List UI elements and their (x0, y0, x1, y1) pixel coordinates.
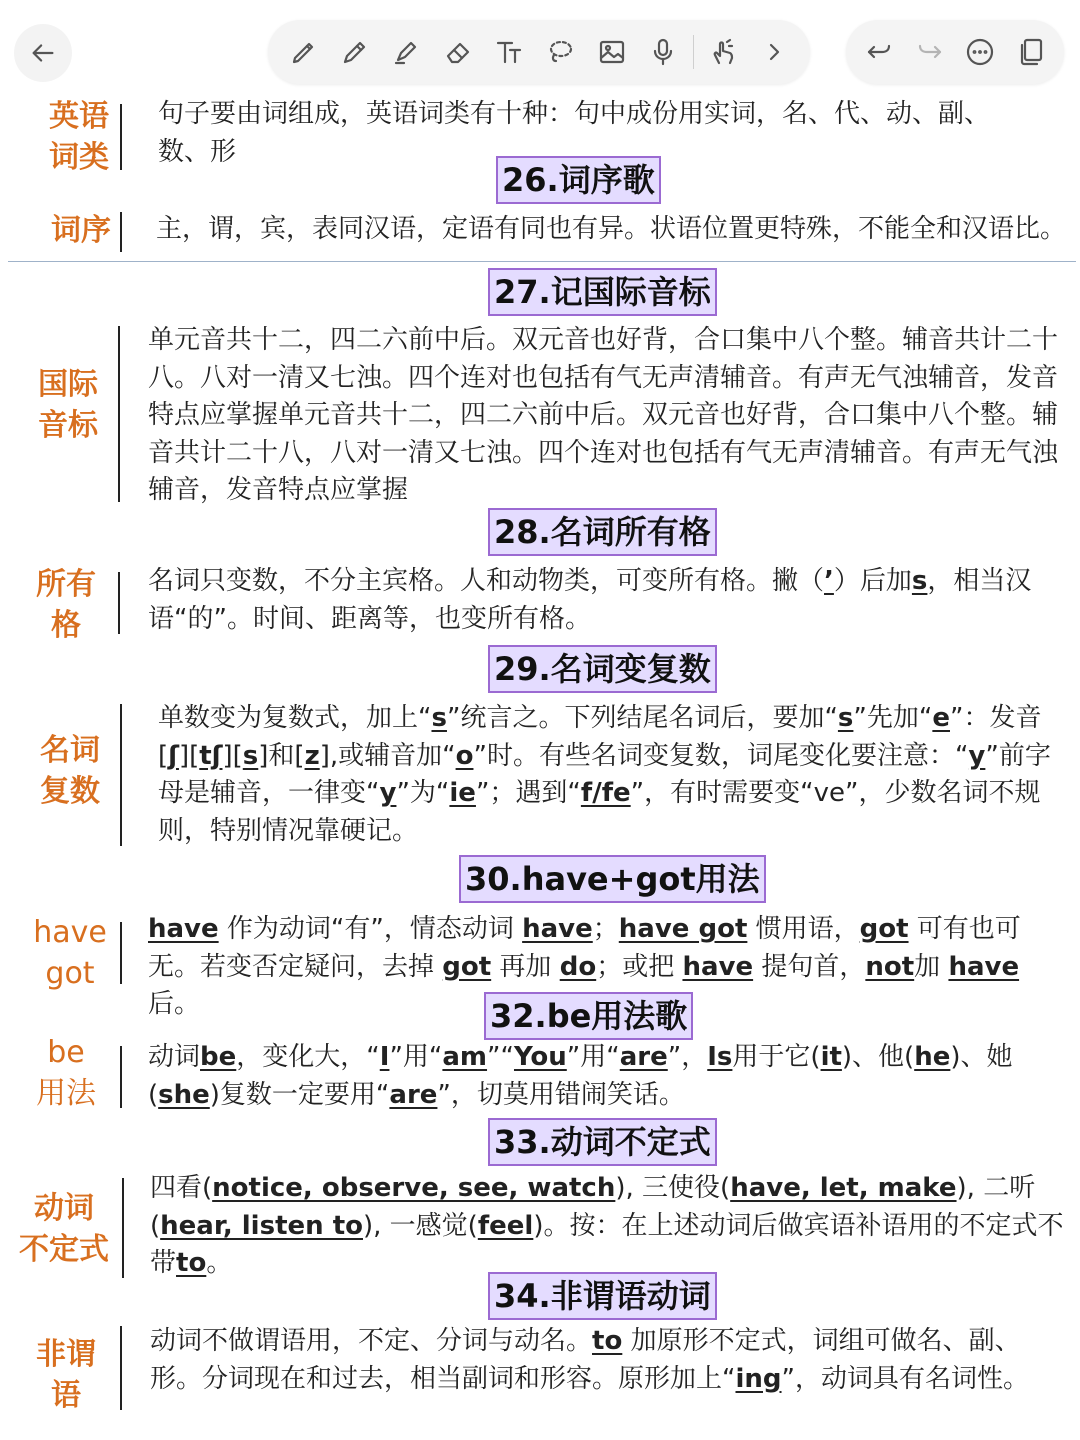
section-label-have-got: have got (33, 915, 107, 991)
body-text: )。按：在上述动词后做宾语补语用的不定式不带 (150, 1210, 1064, 1279)
text-icon[interactable] (487, 30, 531, 74)
underlined-term: tʃ (199, 740, 223, 771)
underlined-term: do (559, 951, 597, 982)
underlined-term: ie (449, 778, 476, 809)
body-text: ”为“ (396, 778, 450, 809)
underlined-term: f/fe (580, 778, 631, 809)
section-body-phonetics: 单元音共十二，四二六前中后。双元音也好背，合口集中八个整。辅音共计二十八。八对一清又七浊。四个连对也包括有气无声清辅音。有声无气浊辅音，发音特点应掌握单元音共十二，四二六前中后。双元音也好背，合口集中八个整。辅音共计二十八，八对一清又七浊。四个连对也包括有气无声清辅音。有声无气浊辅音，发音特点应掌握 (148, 325, 1059, 506)
body-text: ”，少数名词不规则，特别情况靠硬记。 (158, 778, 1041, 846)
body-text: 单数变为复数式，加上“ (158, 703, 432, 733)
section-title-word-order: 26.词序歌 (496, 156, 661, 204)
body-text: ”，切莫用错闹笑话。 (437, 1079, 685, 1110)
underlined-term: she (158, 1079, 210, 1110)
hand-touch-icon[interactable] (701, 30, 745, 74)
section-body-infinitive (150, 1170, 1066, 1283)
body-text: ”先加“ (853, 703, 933, 733)
section-body-word-order: 主，谓，宾，表同汉语，定语有同也有异。状语位置更特殊，不能全和汉语比。 (156, 214, 1067, 244)
underlined-term: hear, listen to (160, 1210, 363, 1241)
section-title-plural-nouns: 29.名词变复数 (488, 645, 717, 693)
body-text: ), 三使役( (615, 1173, 731, 1203)
underlined-term: to (592, 1326, 623, 1356)
underlined-term: Is (707, 1042, 733, 1072)
underlined-term: be (200, 1042, 237, 1072)
body-text: )、她( (148, 1042, 1013, 1110)
mic-icon[interactable] (641, 30, 685, 74)
underlined-term: have (682, 951, 754, 982)
underlined-term: he (914, 1042, 951, 1072)
body-text: 再加 (491, 951, 560, 982)
section-label-possessive: 所有 格 (36, 567, 96, 643)
section-divider-bar (122, 1178, 124, 1278)
body-text: 可有也可无。若变否定疑问，去掉 (148, 914, 1021, 982)
body-text: ],或辅音加“ (319, 740, 456, 771)
underlined-term: am (442, 1042, 488, 1072)
body-text: 提句首， (753, 951, 866, 982)
section-label-plural-nouns: 名词 复数 (40, 733, 100, 809)
toolbar-divider (693, 35, 694, 69)
body-text: 用于它( (732, 1042, 821, 1072)
underlined-term: got (442, 951, 492, 982)
body-text: ； (592, 914, 619, 944)
underlined-term: ʃ (168, 740, 179, 771)
section-title-phonetics: 27.记国际音标 (488, 268, 717, 316)
pen-icon[interactable] (282, 30, 326, 74)
body-text: 。 (206, 1248, 233, 1279)
more-icon[interactable] (958, 30, 1002, 74)
body-text: ”前字母是辅音，一律变“ (158, 740, 1051, 809)
body-text: ；或把 (596, 951, 683, 982)
body-text: ，变化大，“ (236, 1042, 380, 1072)
body-text: ”用“ (566, 1042, 620, 1072)
image-icon[interactable] (590, 30, 634, 74)
section-title-possessive: 28.名词所有格 (488, 508, 717, 556)
section-label-be-usage: be 用法 (36, 1035, 96, 1111)
section-divider-bar (120, 1326, 122, 1410)
body-text: ), 二听( (150, 1173, 1036, 1241)
underlined-term: s (242, 740, 259, 771)
body-text: ”时。有些名词变复数，词尾变化要注意：“ (473, 740, 969, 771)
body-text: ), 一感觉( (363, 1210, 478, 1241)
body-text: ][ (222, 740, 243, 771)
section-title-non-finite-verbs: 34.非谓语动词 (488, 1272, 717, 1320)
body-text: 动词 (148, 1042, 201, 1072)
section-title-infinitive: 33.动词不定式 (488, 1118, 717, 1166)
underlined-term: to (176, 1248, 207, 1279)
underlined-term: have (948, 951, 1020, 982)
arrow-left-icon (28, 38, 58, 68)
underlined-term: it (820, 1042, 842, 1072)
underlined-term: o (455, 740, 474, 771)
underlined-term: s (911, 566, 928, 596)
underlined-term: ’ (824, 566, 834, 596)
body-text: 动词不做谓语用，不定、分词与动名。 (150, 1326, 593, 1356)
underlined-term: are (619, 1042, 668, 1072)
body-text: 加 (914, 951, 949, 982)
underlined-term: s (837, 703, 854, 733)
body-text: ve (813, 778, 845, 809)
body-text: 后。 (148, 989, 201, 1020)
underlined-term: are (389, 1079, 438, 1110)
section-body-non-finite-verbs (150, 1323, 1060, 1398)
section-divider-bar (120, 212, 122, 252)
section-divider-bar (120, 704, 122, 846)
section-body-plural-nouns (158, 700, 1064, 850)
pencil-icon[interactable] (333, 30, 377, 74)
body-text: 作为动词“有”，情态动词 (218, 914, 523, 944)
body-text: )、他( (841, 1042, 915, 1072)
redo-icon[interactable] (908, 30, 952, 74)
body-text: 惯用语， (747, 914, 860, 944)
body-text: ][ (178, 740, 200, 771)
back-button[interactable] (14, 24, 72, 82)
section-body-possessive (148, 563, 1048, 638)
body-text: ”“ (487, 1042, 514, 1072)
chevron-right-icon[interactable] (752, 30, 796, 74)
body-text: ]和[ (258, 740, 305, 771)
underlined-term: notice, observe, see, watch (212, 1173, 616, 1203)
body-text: ”统言之。下列结尾名词后，要加“ (446, 703, 838, 733)
section-body-be-usage (148, 1039, 1058, 1114)
section-label-non-finite-verbs: 非谓 语 (36, 1337, 96, 1413)
underlined-term: y (968, 740, 986, 771)
body-text: ”；遇到“ (475, 778, 581, 809)
section-label-infinitive: 动词 不定式 (19, 1191, 109, 1267)
underlined-term: ing (735, 1363, 782, 1394)
body-text: 加原形不定式，词组可做名、副、形。分词现在和过去，相当副词和形容。原形加上“ (150, 1326, 1021, 1394)
underlined-term: I (379, 1042, 390, 1072)
underlined-term: feel (477, 1210, 534, 1241)
underlined-term: e (932, 703, 950, 733)
section-title-have-got: 30.have+got用法 (459, 855, 766, 903)
section-divider-bar (120, 104, 122, 170)
section-divider-bar (118, 326, 120, 502)
section-label-word-classes: 英语 词类 (49, 99, 109, 175)
pages-icon[interactable] (1009, 30, 1053, 74)
body-text: ，相当汉语“的”。时间、距离等，也变所有格。 (148, 566, 1032, 634)
body-text: ”用“ (389, 1042, 443, 1072)
page-separator-line (8, 261, 1076, 262)
body-text: ”， (667, 1042, 708, 1072)
drawing-tools-bar (268, 20, 810, 84)
underlined-term: have (148, 914, 219, 944)
body-text: ）后加 (833, 566, 912, 596)
underlined-term: z (304, 740, 320, 771)
underlined-term: have (522, 914, 593, 944)
highlighter-icon[interactable] (384, 30, 428, 74)
section-title-be-usage: 32.be用法歌 (484, 992, 693, 1040)
eraser-icon[interactable] (436, 30, 480, 74)
edit-actions-bar (846, 20, 1064, 84)
section-divider-bar (120, 1046, 122, 1108)
top-toolbar (0, 0, 1080, 100)
body-text: 名词只变数，不分主宾格。人和动物类，可变所有格。撇（ (148, 566, 825, 596)
underlined-term: got (859, 914, 909, 944)
undo-icon[interactable] (857, 30, 901, 74)
underlined-term: not (865, 951, 915, 982)
body-text: ”：发音[ (158, 703, 1042, 771)
section-body-word-classes: 句子要由词组成，英语词类有十种：句中成份用实词，名、代、动、副、数、形 (158, 99, 991, 167)
body-text: ”，有时需要变“ (630, 778, 814, 809)
section-divider-bar (118, 572, 120, 634)
underlined-term: y (379, 778, 397, 809)
section-divider-bar (120, 922, 122, 984)
section-label-word-order: 词序 (51, 213, 111, 248)
body-text: )复数一定要用“ (209, 1079, 390, 1110)
lasso-icon[interactable] (538, 30, 582, 74)
underlined-term: have, let, make (730, 1173, 957, 1203)
section-label-phonetics: 国际 音标 (38, 367, 98, 443)
underlined-term: s (431, 703, 447, 733)
body-text: ”，动词具有名词性。 (781, 1363, 1030, 1394)
body-text: 四看( (150, 1173, 213, 1203)
underlined-term: You (513, 1042, 567, 1072)
underlined-term: have got (618, 914, 748, 944)
